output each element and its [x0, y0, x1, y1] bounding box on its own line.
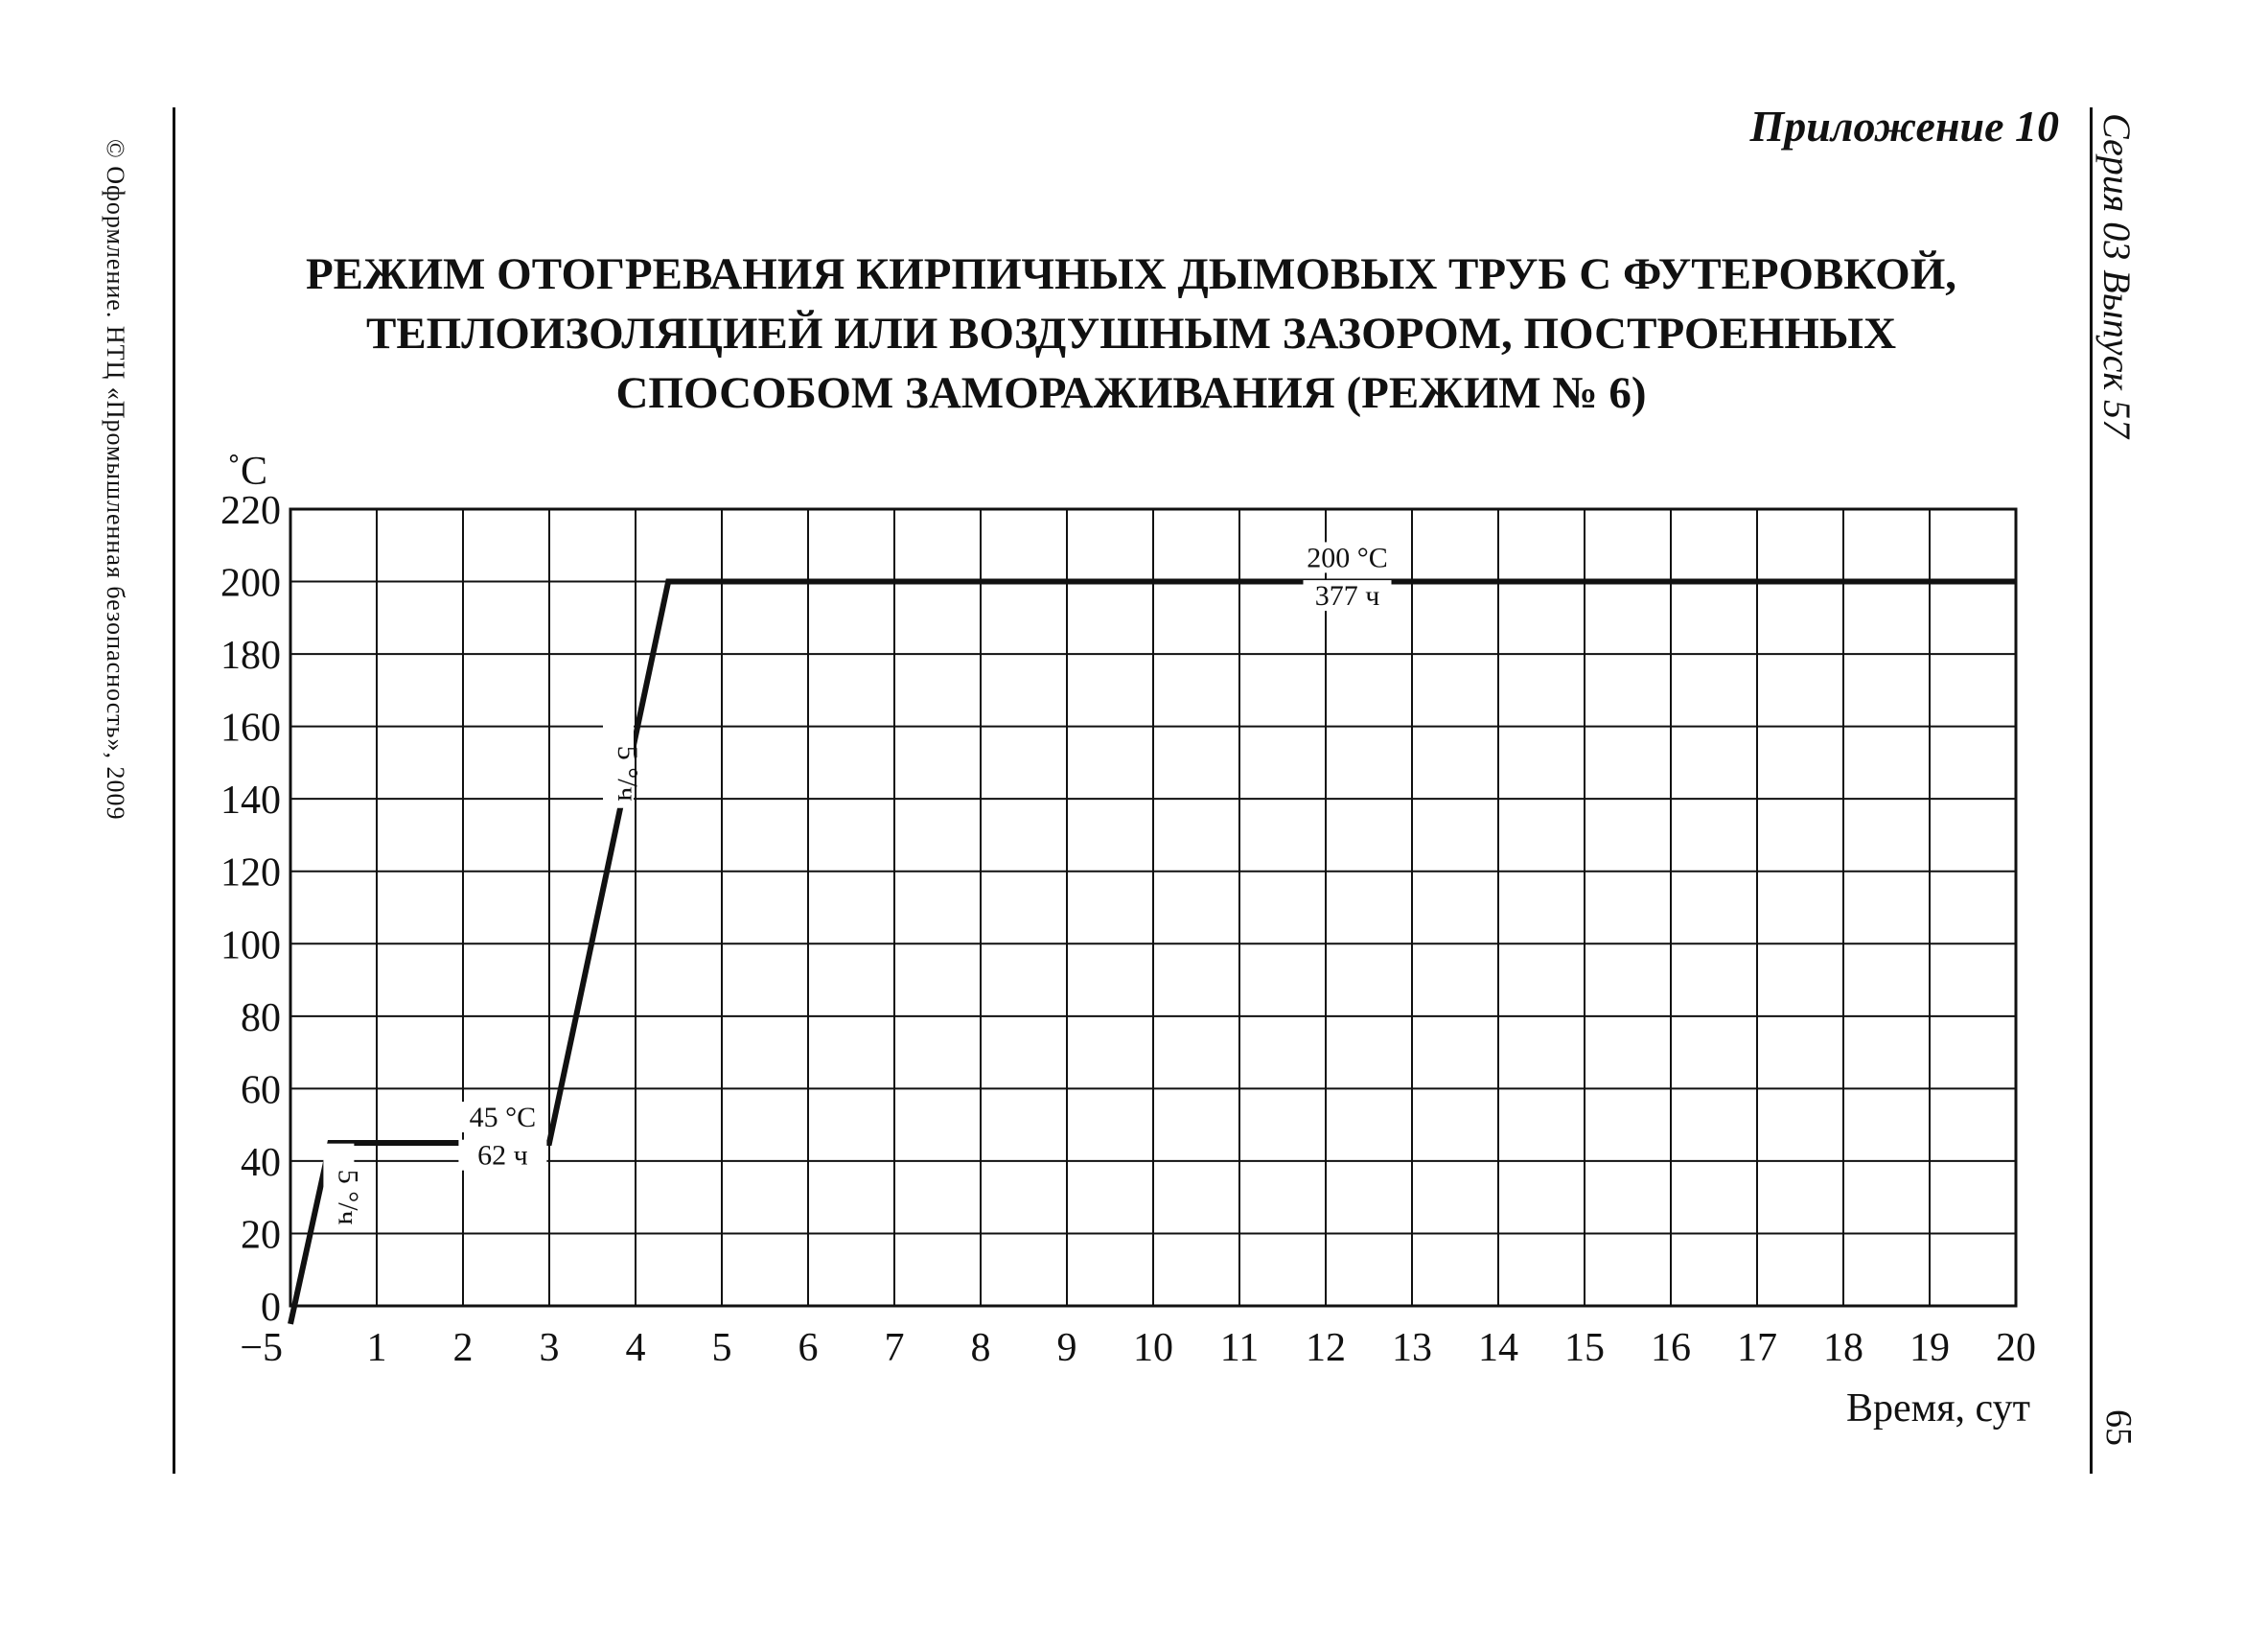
y-tick-label: 80: [241, 995, 281, 1040]
x-tick-label: 9: [1056, 1326, 1077, 1370]
x-tick-label: −5: [240, 1326, 283, 1370]
y-tick-label: 180: [220, 634, 281, 679]
y-tick-label: 20: [241, 1213, 281, 1258]
copyright-text: © Оформление. НТЦ «Промышленная безопасность», 2009: [102, 139, 129, 821]
annotation-label: 5 °/ч: [332, 1169, 364, 1225]
x-tick-label: 4: [625, 1326, 646, 1370]
y-tick-label: 0: [261, 1286, 281, 1330]
y-tick-label: 100: [220, 923, 281, 968]
x-tick-label: 6: [798, 1326, 819, 1370]
x-tick-label: 10: [1133, 1326, 1173, 1370]
annotation-label: 62 ч: [477, 1139, 528, 1172]
chart-annotations: [323, 542, 1391, 1231]
x-tick-label: 13: [1392, 1326, 1432, 1370]
x-tick-label: 1: [366, 1326, 387, 1370]
x-tick-label: 8: [970, 1326, 991, 1370]
annotation-label: 377 ч: [1314, 580, 1380, 613]
x-tick-label: 7: [884, 1326, 905, 1370]
y-tick-label: 140: [220, 779, 281, 824]
chart-title-line-3: СПОСОБОМ ЗАМОРАЖИВАНИЯ (РЕЖИМ № 6): [615, 368, 1647, 418]
chart-grid: [290, 509, 2016, 1306]
y-tick-label: 200: [220, 561, 281, 606]
y-tick-label: 220: [220, 489, 281, 533]
series-text: Серия 03 Выпуск 57: [2095, 113, 2139, 439]
annotation-label: 200 °С: [1307, 542, 1388, 574]
appendix-label: Приложение 10: [1749, 102, 2059, 151]
x-tick-label: 5: [711, 1326, 732, 1370]
y-tick-label: 160: [220, 706, 281, 751]
x-tick-label: 12: [1306, 1326, 1346, 1370]
x-tick-label: 15: [1564, 1326, 1605, 1370]
x-tick-label: 19: [1909, 1326, 1950, 1370]
x-tick-label: 17: [1737, 1326, 1777, 1370]
annotation-label: 45 °С: [469, 1102, 537, 1134]
x-tick-label: 20: [1996, 1326, 2036, 1370]
page-number: 65: [2098, 1409, 2139, 1446]
y-tick-label: 120: [220, 850, 281, 896]
x-axis-label: Время, сут: [1846, 1386, 2030, 1431]
x-tick-label: 14: [1478, 1326, 1518, 1370]
x-tick-label: 11: [1219, 1326, 1260, 1370]
y-tick-label: 40: [241, 1140, 281, 1185]
x-tick-label: 3: [539, 1326, 560, 1370]
y-axis-label: ˚С: [227, 450, 267, 494]
x-tick-label: 18: [1823, 1326, 1863, 1370]
annotation-label: 5 °/ч: [612, 745, 643, 802]
chart-axes: [220, 489, 2036, 1370]
chart-title-line-1: РЕЖИМ ОТОГРЕВАНИЯ КИРПИЧНЫХ ДЫМОВЫХ ТРУБ С ФУТЕРОВКОЙ,: [305, 249, 1957, 299]
y-tick-label: 60: [241, 1068, 281, 1113]
x-tick-label: 16: [1651, 1326, 1691, 1370]
chart-title-line-2: ТЕПЛОИЗОЛЯЦИЕЙ ИЛИ ВОЗДУШНЫМ ЗАЗОРОМ, ПОСТРОЕННЫХ: [365, 309, 1897, 359]
x-tick-label: 2: [452, 1326, 474, 1370]
